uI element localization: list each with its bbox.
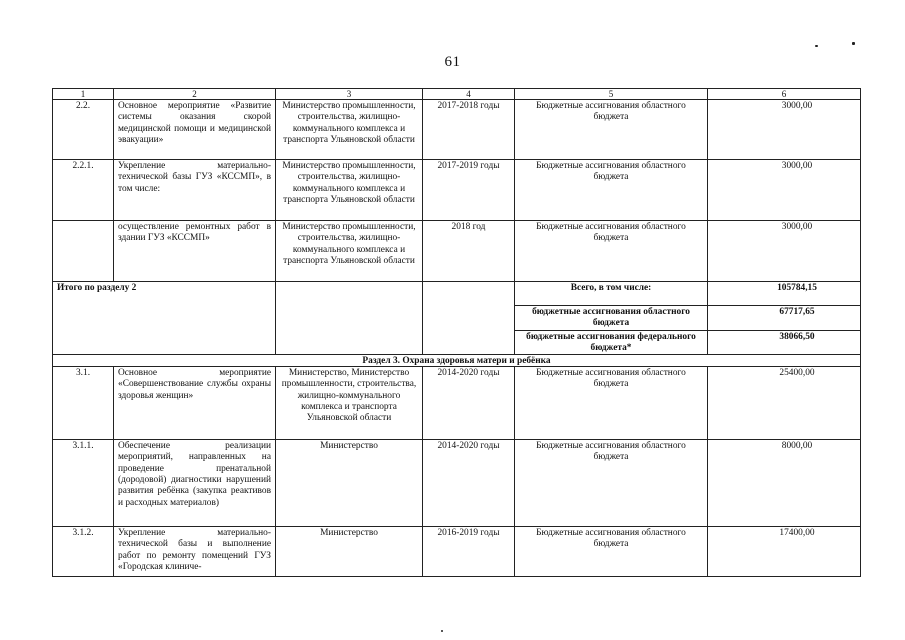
- amount: 17400,00: [708, 527, 861, 577]
- column-number: 1: [53, 89, 114, 100]
- row-number: 2.2.: [53, 100, 114, 160]
- table-row: [53, 160, 861, 221]
- column-number: 4: [423, 89, 515, 100]
- section-title: Раздел 3. Охрана здоровья матери и ребёнка: [53, 355, 861, 367]
- table-row: [53, 367, 861, 440]
- section-total-row: [53, 282, 861, 306]
- row-number: [53, 221, 114, 282]
- funding-source: Бюджетные ассигнования областного бюджета: [515, 527, 708, 577]
- funding-source: Бюджетные ассигнования областного бюджета: [515, 440, 708, 527]
- executor: Министерство, Министерство промышленности, строительства, жилищно-коммунального комплекса и транспорта Ульяновской области: [276, 367, 423, 440]
- total-amount: 38066,50: [708, 330, 861, 355]
- period: 2017-2018 годы: [423, 100, 515, 160]
- scan-speck: [815, 45, 818, 47]
- activity-name: Основное мероприятие «Развитие системы оказания скорой медицинской помощи и медицинской эвакуации»: [114, 100, 276, 160]
- column-number: 6: [708, 89, 861, 100]
- empty-cell: [276, 282, 423, 355]
- period: 2014-2020 годы: [423, 440, 515, 527]
- total-funding-source: бюджетные ассигнования федерального бюджета*: [515, 330, 708, 355]
- total-funding-source: Всего, в том числе:: [515, 282, 708, 306]
- period: 2017-2019 годы: [423, 160, 515, 221]
- amount: 3000,00: [708, 221, 861, 282]
- column-number: 5: [515, 89, 708, 100]
- funding-source: Бюджетные ассигнования областного бюджета: [515, 160, 708, 221]
- total-amount: 105784,15: [708, 282, 861, 306]
- table-row: [53, 440, 861, 527]
- amount: 8000,00: [708, 440, 861, 527]
- row-number: 3.1.2.: [53, 527, 114, 577]
- activity-name: Укрепление материально-технической базы и выполнение работ по ремонту помещений ГУЗ «Городская клиниче-: [114, 527, 276, 577]
- period: 2018 год: [423, 221, 515, 282]
- column-number-row: [53, 89, 861, 100]
- activity-name: Укрепление материально-технической базы ГУЗ «КССМП», в том числе:: [114, 160, 276, 221]
- activity-name: Основное мероприятие «Совершенствование службы охраны здоровья женщин»: [114, 367, 276, 440]
- table-row: [53, 527, 861, 577]
- program-activities-table: [52, 88, 861, 577]
- executor: Министерство: [276, 440, 423, 527]
- table-row: [53, 221, 861, 282]
- funding-source: Бюджетные ассигнования областного бюджета: [515, 367, 708, 440]
- total-funding-source: бюджетные ассигнования областного бюджета: [515, 306, 708, 331]
- executor: Министерство: [276, 527, 423, 577]
- scan-speck: [441, 630, 443, 632]
- funding-source: Бюджетные ассигнования областного бюджета: [515, 100, 708, 160]
- amount: 3000,00: [708, 100, 861, 160]
- table-row: [53, 100, 861, 160]
- period: 2014-2020 годы: [423, 367, 515, 440]
- funding-source: Бюджетные ассигнования областного бюджета: [515, 221, 708, 282]
- activity-name: Обеспечение реализации мероприятий, направленных на проведение пренатальной (дородовой) диагностики нарушений развития ребёнка (закупка реактивов и расходных материалов): [114, 440, 276, 527]
- amount: 25400,00: [708, 367, 861, 440]
- row-number: 2.2.1.: [53, 160, 114, 221]
- period: 2016-2019 годы: [423, 527, 515, 577]
- amount: 3000,00: [708, 160, 861, 221]
- empty-cell: [423, 282, 515, 355]
- total-amount: 67717,65: [708, 306, 861, 331]
- row-number: 3.1.: [53, 367, 114, 440]
- column-number: 2: [114, 89, 276, 100]
- section-total-label: Итого по разделу 2: [53, 282, 276, 355]
- scan-speck: [852, 42, 855, 45]
- section-title-row: [53, 355, 861, 367]
- executor: Министерство промышленности, строительства, жилищно-коммунального комплекса и транспорта Ульяновской области: [276, 221, 423, 282]
- page-number: 61: [444, 54, 461, 70]
- row-number: 3.1.1.: [53, 440, 114, 527]
- executor: Министерство промышленности, строительства, жилищно-коммунального комплекса и транспорта Ульяновской области: [276, 100, 423, 160]
- column-number: 3: [276, 89, 423, 100]
- executor: Министерство промышленности, строительства, жилищно-коммунального комплекса и транспорта Ульяновской области: [276, 160, 423, 221]
- activity-name: осуществление ремонтных работ в здании ГУЗ «КССМП»: [114, 221, 276, 282]
